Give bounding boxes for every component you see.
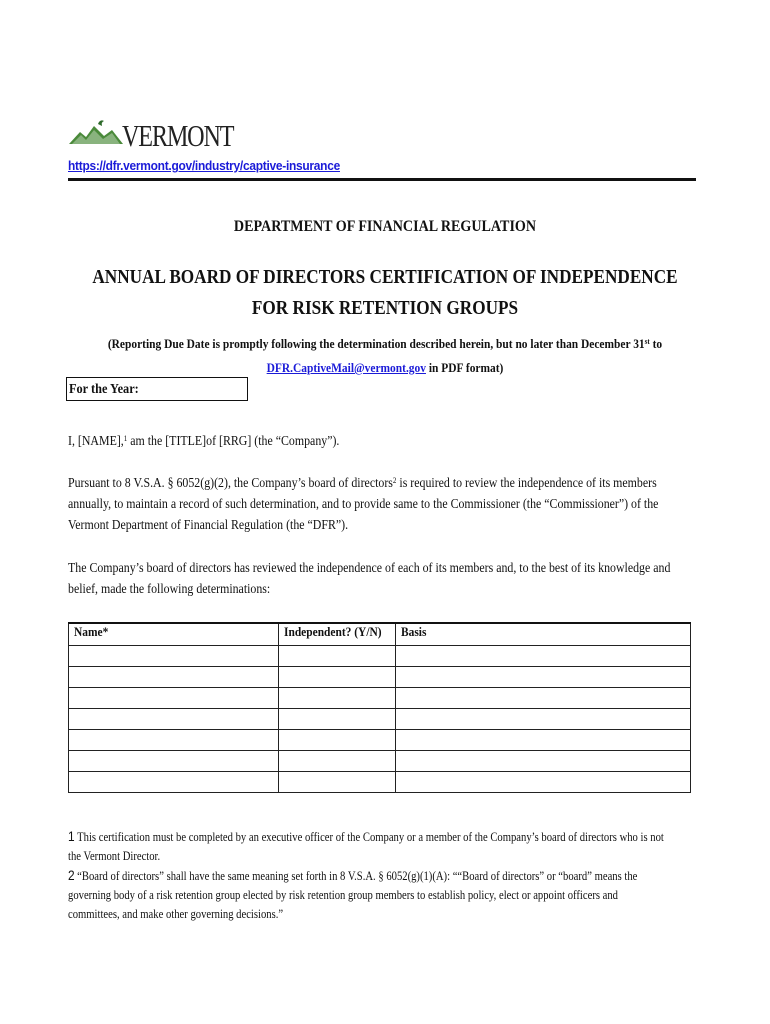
cell-name-input[interactable] (69, 645, 279, 666)
table-row (69, 687, 691, 708)
vermont-logo (68, 114, 234, 154)
cell-basis-input[interactable] (395, 750, 690, 771)
header-divider (68, 178, 696, 181)
reporting-due-note (64, 332, 706, 380)
determination-paragraph: The Company’s board of directors has reviewed the independence of each of its members and, to the best of its knowledge and belief, made the following determinations: (68, 560, 671, 596)
cell-basis-input[interactable] (395, 708, 690, 729)
table-body (69, 645, 691, 792)
cell-basis-input[interactable] (395, 771, 690, 792)
cell-independent-input[interactable] (278, 771, 395, 792)
year-label: For the Year: (69, 382, 139, 397)
table-row (69, 771, 691, 792)
year-field[interactable] (66, 377, 248, 401)
cell-independent-input[interactable] (278, 687, 395, 708)
dfr-website-link[interactable]: https://dfr.vermont.gov/industry/captive-insurance (68, 158, 340, 173)
officer-name-text: I, [NAME], (68, 433, 124, 448)
statute-text-b: is required to review the independence of its members annually, to maintain a record of such determination, and to provide same to the Commissioner (the “Commissioner”) of the Vermont Department of Financial Regulation (the “DFR”). (68, 475, 659, 532)
due-superscript: st (644, 337, 650, 346)
table-header-row (69, 623, 691, 645)
footnote-2-number: 2 (68, 867, 75, 883)
cell-name-input[interactable] (69, 687, 279, 708)
footnote-1-text: This certification must be completed by an executive officer of the Company or a member of the Company’s board of directors who is not the Vermont Director. (68, 830, 664, 863)
table-row (69, 645, 691, 666)
document-title: ANNUAL BOARD OF DIRECTORS CERTIFICATION OF INDEPENDENCE FOR RISK RETENTION GROUPS (92, 266, 678, 319)
header-independent: Independent? (Y/N) (278, 623, 395, 645)
footnote-1 (68, 827, 672, 866)
cell-basis-input[interactable] (395, 687, 690, 708)
footnote-ref-2: 2 (392, 476, 397, 485)
table-row (69, 666, 691, 687)
cell-independent-input[interactable] (278, 729, 395, 750)
cell-basis-input[interactable] (395, 666, 690, 687)
cell-name-input[interactable] (69, 729, 279, 750)
footnote-1-number: 1 (68, 828, 75, 844)
cell-independent-input[interactable] (278, 750, 395, 771)
statute-paragraph (68, 472, 693, 535)
table-row (69, 750, 691, 771)
due-format: in PDF format) (425, 360, 504, 375)
cell-independent-input[interactable] (278, 708, 395, 729)
footnote-ref-1: 1 (123, 434, 128, 443)
table-row (69, 729, 691, 750)
cell-name-input[interactable] (69, 750, 279, 771)
department-heading: DEPARTMENT OF FINANCIAL REGULATION (233, 218, 537, 235)
due-to: to (649, 336, 663, 351)
cell-name-input[interactable] (69, 708, 279, 729)
footnote-2 (68, 866, 672, 924)
captive-email-link[interactable]: DFR.CaptiveMail@vermont.gov (266, 360, 426, 375)
directors-table (68, 622, 691, 793)
footnote-2-text: “Board of directors” shall have the same meaning set forth in 8 V.S.A. § 6052(g)(1)(A): ““Board of directors” or “board” means the governing body of a risk retention group elected by risk retention group members to establish policy, elect or appoint officers and committees, and make other governing decisions.” (68, 869, 638, 921)
table-row (69, 708, 691, 729)
cell-independent-input[interactable] (278, 666, 395, 687)
logo-wordmark: VERMONT (122, 118, 234, 153)
cell-name-input[interactable] (69, 666, 279, 687)
mountain-logo-icon (68, 118, 124, 146)
officer-title-text: am the [TITLE]of [RRG] (the “Company”). (127, 433, 340, 448)
cell-basis-input[interactable] (395, 729, 690, 750)
header-name: Name* (69, 623, 279, 645)
officer-statement (68, 430, 693, 451)
due-text: (Reporting Due Date is promptly following the determination described herein, but no later than December 31 (107, 336, 645, 351)
statute-text-a: Pursuant to 8 V.S.A. § 6052(g)(2), the Company’s board of directors (68, 475, 393, 490)
header-basis: Basis (395, 623, 690, 645)
cell-basis-input[interactable] (395, 645, 690, 666)
cell-name-input[interactable] (69, 771, 279, 792)
cell-independent-input[interactable] (278, 645, 395, 666)
